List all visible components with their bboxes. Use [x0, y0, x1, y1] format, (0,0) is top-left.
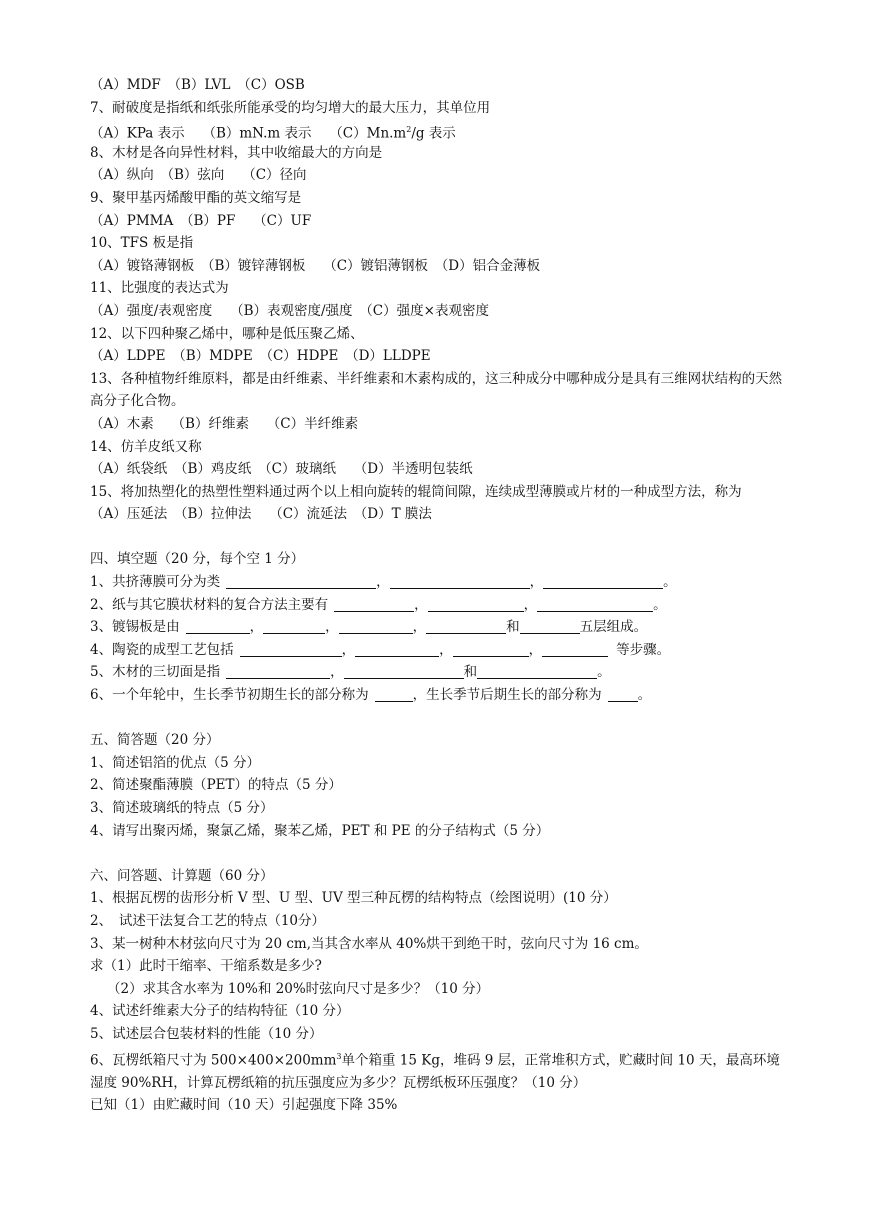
answer-blank[interactable] — [226, 573, 376, 589]
q14-stem: 14、仿羊皮纸又称 — [90, 438, 202, 455]
calc-q-2: 2、 试述干法复合工艺的特点（10分） — [90, 912, 326, 929]
q8-stem: 8、木材是各向异性材料，其中收缩最大的方向是 — [90, 144, 383, 161]
answer-blank[interactable] — [520, 618, 580, 634]
short-q-4: 4、请写出聚丙烯，聚氯乙烯，聚苯乙烯，PET 和 PE 的分子结构式（5 分） — [90, 822, 550, 839]
q9-options: （A）PMMA （B）PF （C）UF — [90, 212, 312, 229]
answer-blank[interactable] — [477, 663, 597, 679]
q11-options: （A）强度/表观密度 （B）表观密度/强度 （C）强度×表观密度 — [90, 302, 489, 319]
short-q-1: 1、简述铝箔的优点（5 分） — [90, 754, 260, 771]
fill-6: 6、一个年轮中，生长季节初期生长的部分称为 ，生长季节后期生长的部分称为 。 — [90, 687, 652, 704]
q6-options: （A）MDF （B）LVL （C）OSB — [90, 77, 305, 93]
answer-blank[interactable] — [263, 618, 325, 634]
q13-stem: 13、各种植物纤维原料，都是由纤维素、半纤维素和木素构成的，这三种成分中哪种成分是具有三维网状结构的天然高分子化合物。 — [90, 370, 783, 410]
q14-options: （A）纸袋纸 （B）鸡皮纸 （C）玻璃纸 （D）半透明包装纸 — [90, 461, 473, 478]
answer-blank[interactable] — [344, 663, 464, 679]
fill-2: 2、纸与其它膜状材料的复合方法主要有 ， ， 。 — [90, 596, 667, 613]
section-4-title: 四、填空题（20 分，每个空 1 分） — [90, 551, 305, 568]
q10-options: （A）镀铬薄钢板 （B）镀锌薄钢板 （C）镀铝薄钢板 （D）铝合金薄板 — [90, 257, 541, 274]
q12-stem: 12、以下四种聚乙烯中，哪种是低压聚乙烯、 — [90, 325, 364, 342]
answer-blank[interactable] — [426, 618, 506, 634]
answer-blank[interactable] — [375, 686, 413, 702]
answer-blank[interactable] — [390, 573, 530, 589]
calc-q-5: 5、试述层合包装材料的性能（10 分） — [90, 1025, 323, 1042]
calc-q-6: 6、瓦楞纸箱尺寸为 $500\times 400\times 200mm^3$单个箱重 15 Kg，堆码 9 层，正常堆积方式，贮藏时间 10 天，最高环境湿度 90%RH，计算瓦楞纸箱的抗压强度应为多少？瓦楞纸板环压强度？（10 分） — [90, 1051, 780, 1091]
calc-q-3-part-2: （2）求其含水率为 10%和 20%时弦向尺寸是多少？（10 分） — [107, 980, 490, 997]
answer-blank[interactable] — [339, 618, 413, 634]
answer-blank[interactable] — [542, 641, 608, 657]
section-6-title: 六、问答题、计算题（60 分） — [90, 867, 274, 884]
fill-5: 5、木材的三切面是指 ， 和 。 — [90, 664, 611, 681]
q8-options: （A）纵向 （B）弦向 （C）径向 — [90, 167, 307, 184]
fill-3: 3、镀锡板是由 ， ， ， 和 五层组成。 — [90, 619, 648, 636]
q10-stem: 10、TFS 板是指 — [90, 235, 194, 252]
q9-stem: 9、聚甲基丙烯酸甲酯的英文缩写是 — [90, 189, 302, 206]
q15-stem: 15、将加热塑化的热塑性塑料通过两个以上相向旋转的辊筒间隙，连续成型薄膜或片材的一种成型方法，称为 — [90, 483, 742, 500]
calc-q-6-known: 已知（1）由贮藏时间（10 天）引起强度下降 35% — [90, 1097, 398, 1114]
section-5-title: 五、简答题（20 分） — [90, 732, 220, 749]
q15-options: （A）压延法 （B）拉伸法 （C）流延法 （D）T 膜法 — [90, 506, 432, 523]
fill-1: 1、共挤薄膜可分为类 ， ， 。 — [90, 574, 677, 591]
short-q-2: 2、简述聚酯薄膜（PET）的特点（5 分） — [90, 777, 342, 794]
calc-q-4: 4、试述纤维素大分子的结构特征（10 分） — [90, 1003, 350, 1020]
q11-stem: 11、比强度的表达式为 — [90, 280, 229, 297]
answer-blank[interactable] — [428, 596, 524, 612]
calc-q-3: 3、某一树种木材弦向尺寸为 20 cm,当其含水率从 40%烘干到绝干时，弦向尺寸为 16 cm。 — [90, 935, 648, 952]
q7-options: （A）KPa 表示 （B）mN.m 表示 $(C)Mn.m^2/g$ 表示 — [90, 125, 456, 142]
q12-options: （A）LDPE （B）MDPE （C）HDPE （D）LLDPE — [90, 348, 431, 365]
answer-blank[interactable] — [226, 663, 330, 679]
calc-q-3-part-1: 求（1）此时干缩率、干缩系数是多少? — [90, 958, 322, 975]
answer-blank[interactable] — [608, 686, 638, 702]
q7-stem: 7、耐破度是指纸和纸张所能承受的均匀增大的最大压力，其单位用 — [90, 99, 491, 116]
answer-blank[interactable] — [355, 641, 439, 657]
calc-q-1: 1、根据瓦楞的齿形分析 V 型、U 型、UV 型三种瓦楞的结构特点（绘图说明）(10 分） — [90, 890, 617, 907]
answer-blank[interactable] — [453, 641, 529, 657]
answer-blank[interactable] — [240, 641, 342, 657]
q13-options: （A）木素 （B）纤维素 （C）半纤维素 — [90, 415, 359, 432]
short-q-3: 3、简述玻璃纸的特点（5 分） — [90, 800, 274, 816]
answer-blank[interactable] — [186, 618, 250, 634]
exam-page — [90, 74, 790, 1117]
fill-4: 4、陶瓷的成型工艺包括 ， ， ， 等步骤。 — [90, 641, 671, 658]
answer-blank[interactable] — [334, 596, 414, 612]
answer-blank[interactable] — [543, 573, 663, 589]
answer-blank[interactable] — [537, 596, 653, 612]
